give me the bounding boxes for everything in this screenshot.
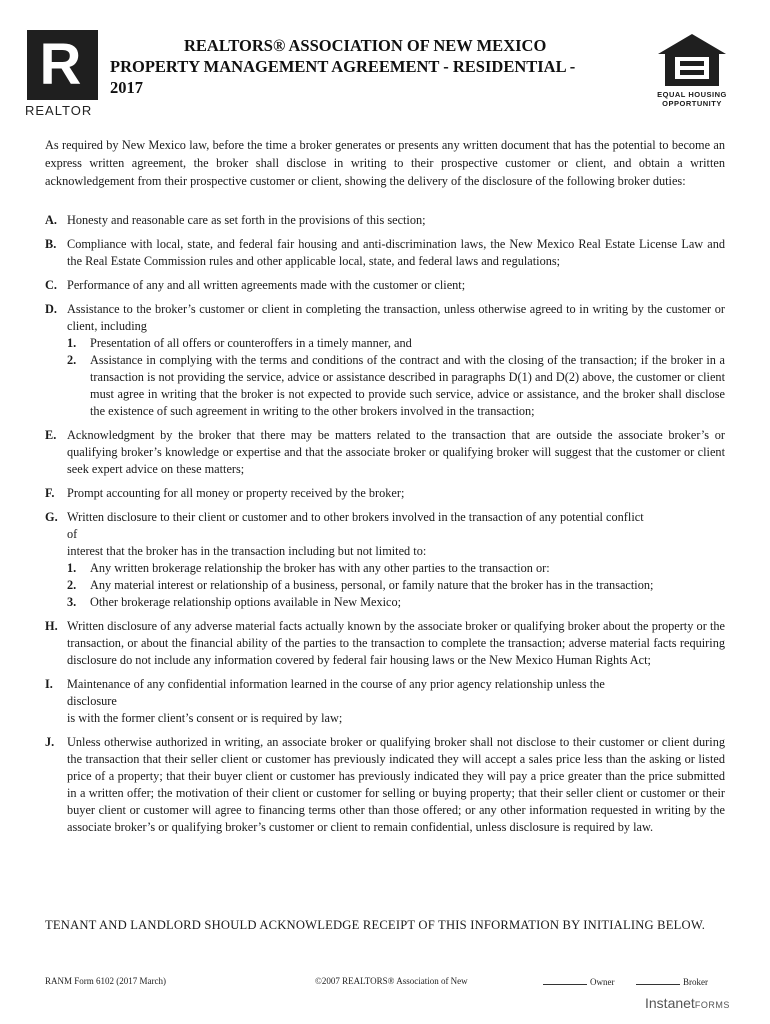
eho-line-2: OPPORTUNITY (662, 99, 722, 108)
equal-housing-logo (652, 32, 732, 112)
item-number: 2. (67, 578, 77, 592)
item-number: 1. (67, 561, 77, 575)
copyright-notice: ©2007 REALTORS® Association of New (315, 976, 468, 986)
duty-text: Written disclosure of any adverse material facts actually known by the associate broker or qualifying broker about the property or the transaction, or about the financial ability of the parties to the transaction to complete the transaction; adverse material facts requiring disclosure do not include any information covered by federal fair housing laws or the New Mexico Human Rights Act; (67, 619, 725, 667)
realtor-r-mark: R (39, 32, 82, 97)
acknowledgement-notice: TENANT AND LANDLORD SHOULD ACKNOWLEDGE RECEIPT OF THIS INFORMATION BY INITIALING BELOW. (45, 918, 706, 932)
duty-letter: E. (45, 428, 57, 442)
duty-letter: A. (45, 213, 57, 227)
duty-text: Compliance with local, state, and federal fair housing and anti-discrimination laws, the New Mexico Real Estate License Law and the Real Estate Commission rules and other applicable local, state, and federal laws and regulations; (67, 237, 725, 268)
realtor-wordmark: REALTOR (25, 103, 93, 118)
duty-d-item-1 (67, 335, 725, 352)
house-icon (656, 32, 728, 88)
title-line-2: PROPERTY MANAGEMENT AGREEMENT - RESIDENTIAL - (110, 57, 576, 76)
broker-label: Broker (683, 977, 708, 987)
duty-letter: D. (45, 302, 57, 316)
duty-letter: H. (45, 619, 58, 633)
duty-text: Assistance to the broker’s customer or client in completing the transaction, unless otherwise agreed to in writing by the customer or client, including (67, 302, 725, 333)
duty-text-line-1: Maintenance of any confidential information learned in the course of any prior agency relationship unless the (67, 677, 605, 691)
duty-f (45, 485, 725, 502)
broker-duties-list (45, 212, 725, 843)
title-line-1: REALTORS® ASSOCIATION OF NEW MEXICO (184, 36, 547, 55)
duty-letter: I. (45, 677, 53, 691)
duty-g-item-3 (67, 594, 725, 611)
duty-a (45, 212, 725, 229)
duty-text: Acknowledgment by the broker that there may be matters related to the transaction that are outside the associate broker’s or qualifying broker’s knowledge or expertise and that the associate broker or qualifying broker will suggest that the customer or client seek expert advice on these matters; (67, 428, 725, 476)
eho-line-1: EQUAL HOUSING (657, 90, 727, 99)
title-line-3: 2017 (110, 78, 143, 97)
duty-g (45, 509, 725, 611)
item-text: Presentation of all offers or counteroffers in a timely manner, and (90, 336, 412, 350)
duty-text: Unless otherwise authorized in writing, an associate broker or qualifying broker shall not disclose to their customer or client during the transaction that their seller client or customer has previously indicated they will accept a sales price less than the asking or listed price of a property; that their buyer client or customer has previously indicated they will pay a price greater than the price submitted in a written offer; the motivation of their client or customer for selling or buying property; that their seller client or customer or their buyer client or customer will agree to financing terms other than those offered; or any other information requested in writing by the associate broker’s or qualifying broker’s customer or client to remain confidential, unless disclosure is required by law. (67, 735, 725, 834)
duty-b (45, 236, 725, 270)
item-text: Other brokerage relationship options available in New Mexico; (90, 595, 402, 609)
duty-g-item-2 (67, 577, 725, 594)
duty-text-line-1: Written disclosure to their client or customer and to other brokers involved in the transaction of any potential conflict (67, 510, 644, 524)
item-number: 3. (67, 595, 77, 609)
duty-e (45, 427, 725, 478)
brand-part-1: Instanet (645, 995, 695, 1011)
form-id: RANM Form 6102 (2017 March) (45, 976, 166, 986)
duty-text: Prompt accounting for all money or property received by the broker; (67, 486, 405, 500)
owner-initials (543, 976, 615, 987)
duty-letter: G. (45, 510, 58, 524)
intro-paragraph: As required by New Mexico law, before the time a broker generates or presents any written document that has the potential to become an express written agreement, the broker shall disclose in writing to their prospective customer or client, and obtain a written acknowledgement from their prospective customer or client, showing the delivery of the disclosure of the following broker duties: (45, 138, 725, 188)
equal-housing-caption (652, 90, 732, 108)
duty-text-line-3: interest that the broker has in the transaction including but not limited to: (67, 544, 427, 558)
duty-letter: B. (45, 237, 57, 251)
item-text: Assistance in complying with the terms and conditions of the contract and with the closing of the transaction; if the broker in a transaction is not providing the service, advice or assistance described in paragraphs D(1) and D(2) above, the customer or client must agree in writing that the broker is not expected to provide such service, advice or assistance, and the broker shall disclose the existence of such agreement in writing to the other brokers involved in the transaction; (90, 353, 725, 418)
owner-label: Owner (590, 977, 615, 987)
duty-text-line-2: disclosure (67, 694, 117, 708)
item-text: Any written brokerage relationship the broker has with any other parties to the transaction or: (90, 561, 550, 575)
brand-part-2: FORMS (694, 1000, 730, 1010)
owner-initials-field[interactable] (543, 976, 587, 985)
duty-letter: F. (45, 486, 55, 500)
duty-text-line-2: of (67, 527, 78, 541)
duty-letter: J. (45, 735, 55, 749)
item-text: Any material interest or relationship of a business, personal, or family nature that the broker has in the transaction; (90, 578, 654, 592)
duty-d (45, 301, 725, 420)
instanet-forms-logo (645, 995, 730, 1013)
duty-h (45, 618, 725, 669)
broker-initials (636, 976, 708, 987)
duty-letter: C. (45, 278, 57, 292)
duty-c (45, 277, 725, 294)
duty-text-line-3: is with the former client’s consent or is required by law; (67, 711, 343, 725)
duty-text: Performance of any and all written agreements made with the customer or client; (67, 278, 466, 292)
page-title (110, 35, 630, 98)
duty-g-item-1 (67, 560, 725, 577)
broker-initials-field[interactable] (636, 976, 680, 985)
item-number: 2. (67, 353, 77, 367)
duty-i (45, 676, 725, 727)
duty-d-item-2 (67, 352, 725, 420)
item-number: 1. (67, 336, 77, 350)
realtor-logo (25, 30, 101, 122)
duty-j (45, 734, 725, 836)
duty-text: Honesty and reasonable care as set forth in the provisions of this section; (67, 213, 426, 227)
